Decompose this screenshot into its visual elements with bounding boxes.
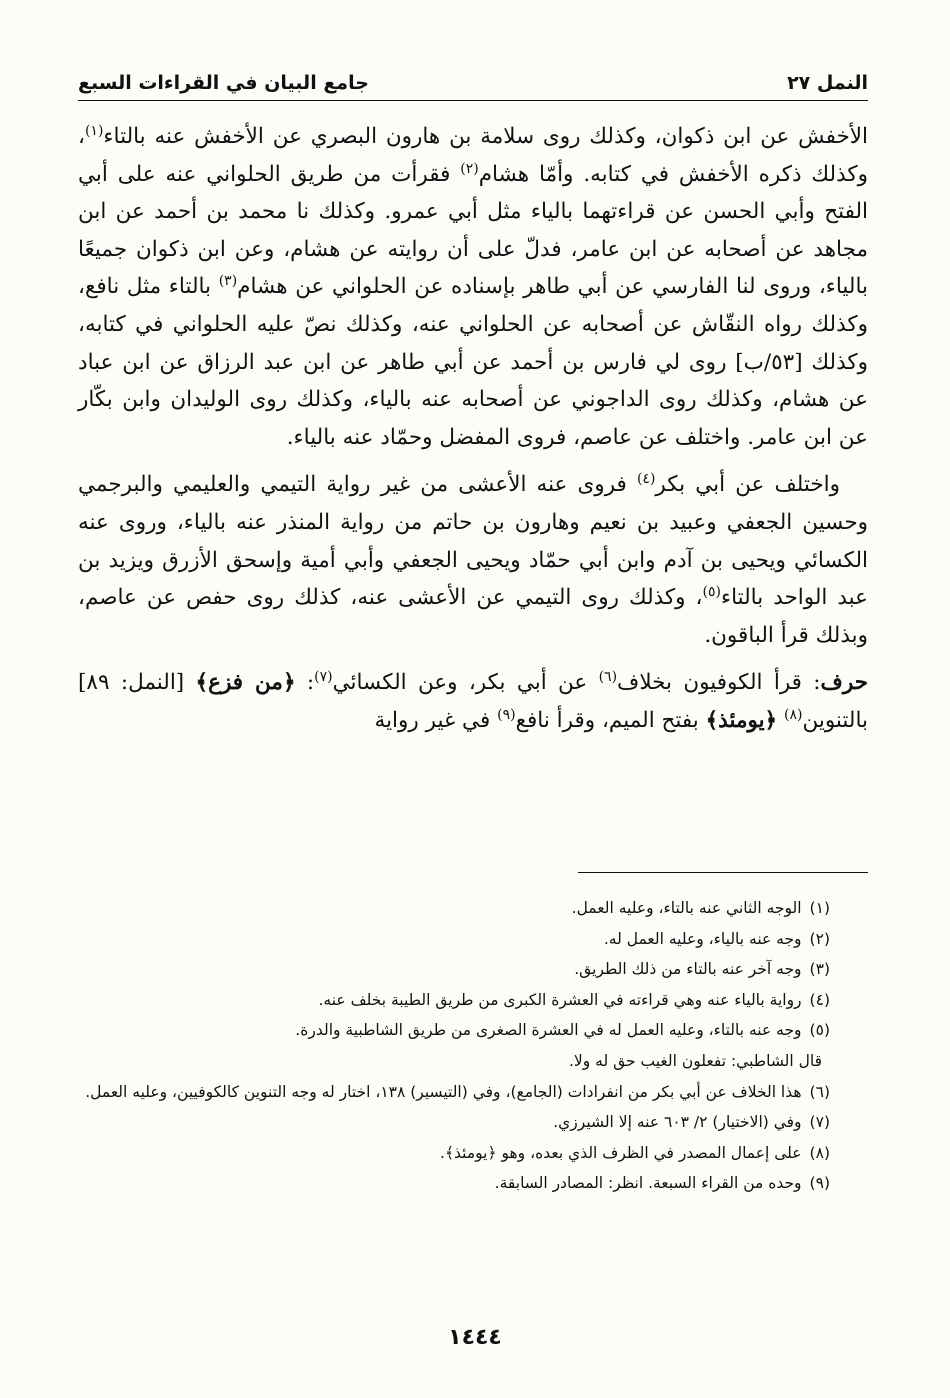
text-run: عن أبي بكر، وعن الكسائي: [332, 670, 599, 696]
footnote-ref-8[interactable]: (٨): [784, 706, 803, 723]
footnote-ref-4[interactable]: (٤): [636, 471, 656, 488]
footnote-9: [78, 1168, 830, 1199]
footnote-text: قال الشاطبي: تفعلون الغيب حق له ولا.: [568, 1051, 822, 1070]
footnote-number: (١): [809, 899, 830, 917]
text-run: فقرأت من طريق الحلواني عنه على أبي الفتح وأبي الحسن عن قراءتهما بالياء مثل أبي عمرو. وكذلك نا محمد بن أحمد عن ابن مجاهد عن أصحابه عن ابن عامر، فدلّ على أن روايته عن هشام، وعن ابن ذكوان جميعًا بالياء، وروى لنا الفارسي عن أبي طاهر بإسناده عن الحلواني عن هشام: [78, 161, 868, 300]
quran-word-min-faza: ﴿من فزع﴾: [195, 670, 296, 696]
text-run: ، وكذلك روى التيمي عن الأعشى عنه، كذلك روى حفص عن عاصم، وبذلك قرأ الباقون.: [78, 585, 868, 648]
footnote-number: (٦): [809, 1082, 830, 1101]
paragraph-3: [78, 664, 868, 739]
footnote-number: (٤): [809, 990, 830, 1009]
text-run: واختلف عن أبي بكر: [655, 472, 840, 498]
paragraph-2: [78, 466, 868, 654]
page-number: ١٤٤٤: [448, 1325, 502, 1350]
harf-label: حرف: [820, 670, 868, 696]
footnote-text: وجه آخر عنه بالتاء من ذلك الطريق.: [574, 960, 802, 979]
footnote-text: وفي (الاختيار) ٢/ ٦٠٣ عنه إلا الشيرزي.: [553, 1113, 802, 1132]
footnote-separator: [578, 872, 868, 873]
text-run: :: [295, 670, 315, 696]
footnote-5: [78, 1015, 830, 1046]
footnote-ref-3[interactable]: (٣): [218, 273, 238, 290]
footnote-number: (٧): [809, 1113, 830, 1132]
text-run: ، وكذلك ذكره الأخفش في كتابه. وأمّا هشام: [78, 124, 868, 187]
footnote-4: [78, 985, 830, 1016]
footnote-text: وجه عنه بالتاء، وعليه العمل له في العشرة الصغرى من طريق الشاطبية والدرة.: [295, 1021, 802, 1040]
footnote-text: هذا الخلاف عن أبي بكر من انفرادات (الجامع)، وفي (التيسير) ١٣٨، اختار له وجه التنوين كالكوفيين، وعليه العمل.: [85, 1082, 802, 1101]
text-run: [777, 708, 784, 733]
footnote-ref-1[interactable]: (١): [84, 122, 104, 139]
footnote-5-continuation: [78, 1046, 830, 1077]
running-header: [78, 58, 868, 101]
book-title: جامع البيان في القراءات السبع: [78, 72, 369, 94]
text-run: بالتاء مثل نافع، وكذلك رواه النقّاش عن أصحابه عن الحلواني عنه، وكذلك نصّ عليه الحلواني في كتابه، وكذلك [٥٣/ب] روى لي فارس بن أحمد عن أبي طاهر عن ابن عبد الرزاق عن ابن عباد عن هشام، وكذلك روى الداجوني عن أصحابه عنه بالياء، وكذلك روى الوليدان وابن بكّار عن ابن عامر. واختلف عن عاصم، فروى المفضل وحمّاد عنه بالياء.: [78, 274, 868, 450]
footnote-text: الوجه الثاني عنه بالتاء، وعليه العمل.: [571, 899, 802, 917]
footnote-8: [78, 1138, 830, 1169]
text-run: فروى عنه الأعشى من غير رواية التيمي والعليمي والبرجمي وحسين الجعفي وعبيد بن نعيم وهارون بن حاتم من رواية المنذر عنه بالياء، وروى عنه الكسائي ويحيى بن آدم وابن أبي حمّاد ويحيى الجعفي وأبي أمية وإسحق الأزرق ويزيد بن عبد الواحد بالتاء: [78, 472, 868, 611]
footnote-6: [78, 1077, 830, 1108]
footnote-text: وحده من القراء السبعة. انظر: المصادر السابقة.: [494, 1174, 802, 1193]
paragraph-1: [78, 118, 868, 456]
footnote-number: (٢): [809, 929, 830, 948]
footnote-number: (٩): [809, 1174, 830, 1193]
footnote-number: (٣): [809, 960, 830, 979]
footnote-text: على إعمال المصدر في الظرف الذي بعده، وهو ﴿يومئذ﴾.: [440, 1143, 802, 1162]
footnote-ref-7[interactable]: (٧): [314, 669, 333, 686]
text-run: الأخفش عن ابن ذكوان، وكذلك روى سلامة بن هارون البصري عن الأخفش عنه بالتاء: [103, 124, 868, 149]
text-run: [النمل: ٨٩] بالتنوين: [78, 670, 868, 733]
chapter-heading: النمل ٢٧: [787, 72, 868, 94]
footnote-2: [78, 924, 830, 955]
main-text: [78, 118, 868, 740]
text-run: : قرأ الكوفيون بخلاف: [617, 670, 821, 696]
footnote-1: [78, 893, 830, 924]
footnote-7: [78, 1107, 830, 1138]
footnote-ref-9[interactable]: (٩): [497, 706, 516, 723]
footnote-3: [78, 954, 830, 985]
footnote-ref-2[interactable]: (٢): [460, 160, 479, 177]
footnote-text: رواية بالياء عنه وهي قراءته في العشرة الكبرى من طريق الطيبة بخلف عنه.: [318, 990, 802, 1009]
footnote-number: (٨): [809, 1143, 830, 1162]
footnotes: [78, 893, 830, 1199]
footnote-ref-5[interactable]: (٥): [702, 583, 721, 600]
text-run: بفتح الميم، وقرأ نافع: [515, 707, 706, 733]
footnote-ref-6[interactable]: (٦): [598, 669, 618, 686]
footnote-text: وجه عنه بالياء، وعليه العمل له.: [603, 929, 802, 948]
quran-word-yawmaidh: ﴿يومئذ﴾: [705, 707, 778, 733]
footnote-number: (٥): [809, 1021, 830, 1040]
text-run: في غير رواية: [374, 707, 498, 733]
